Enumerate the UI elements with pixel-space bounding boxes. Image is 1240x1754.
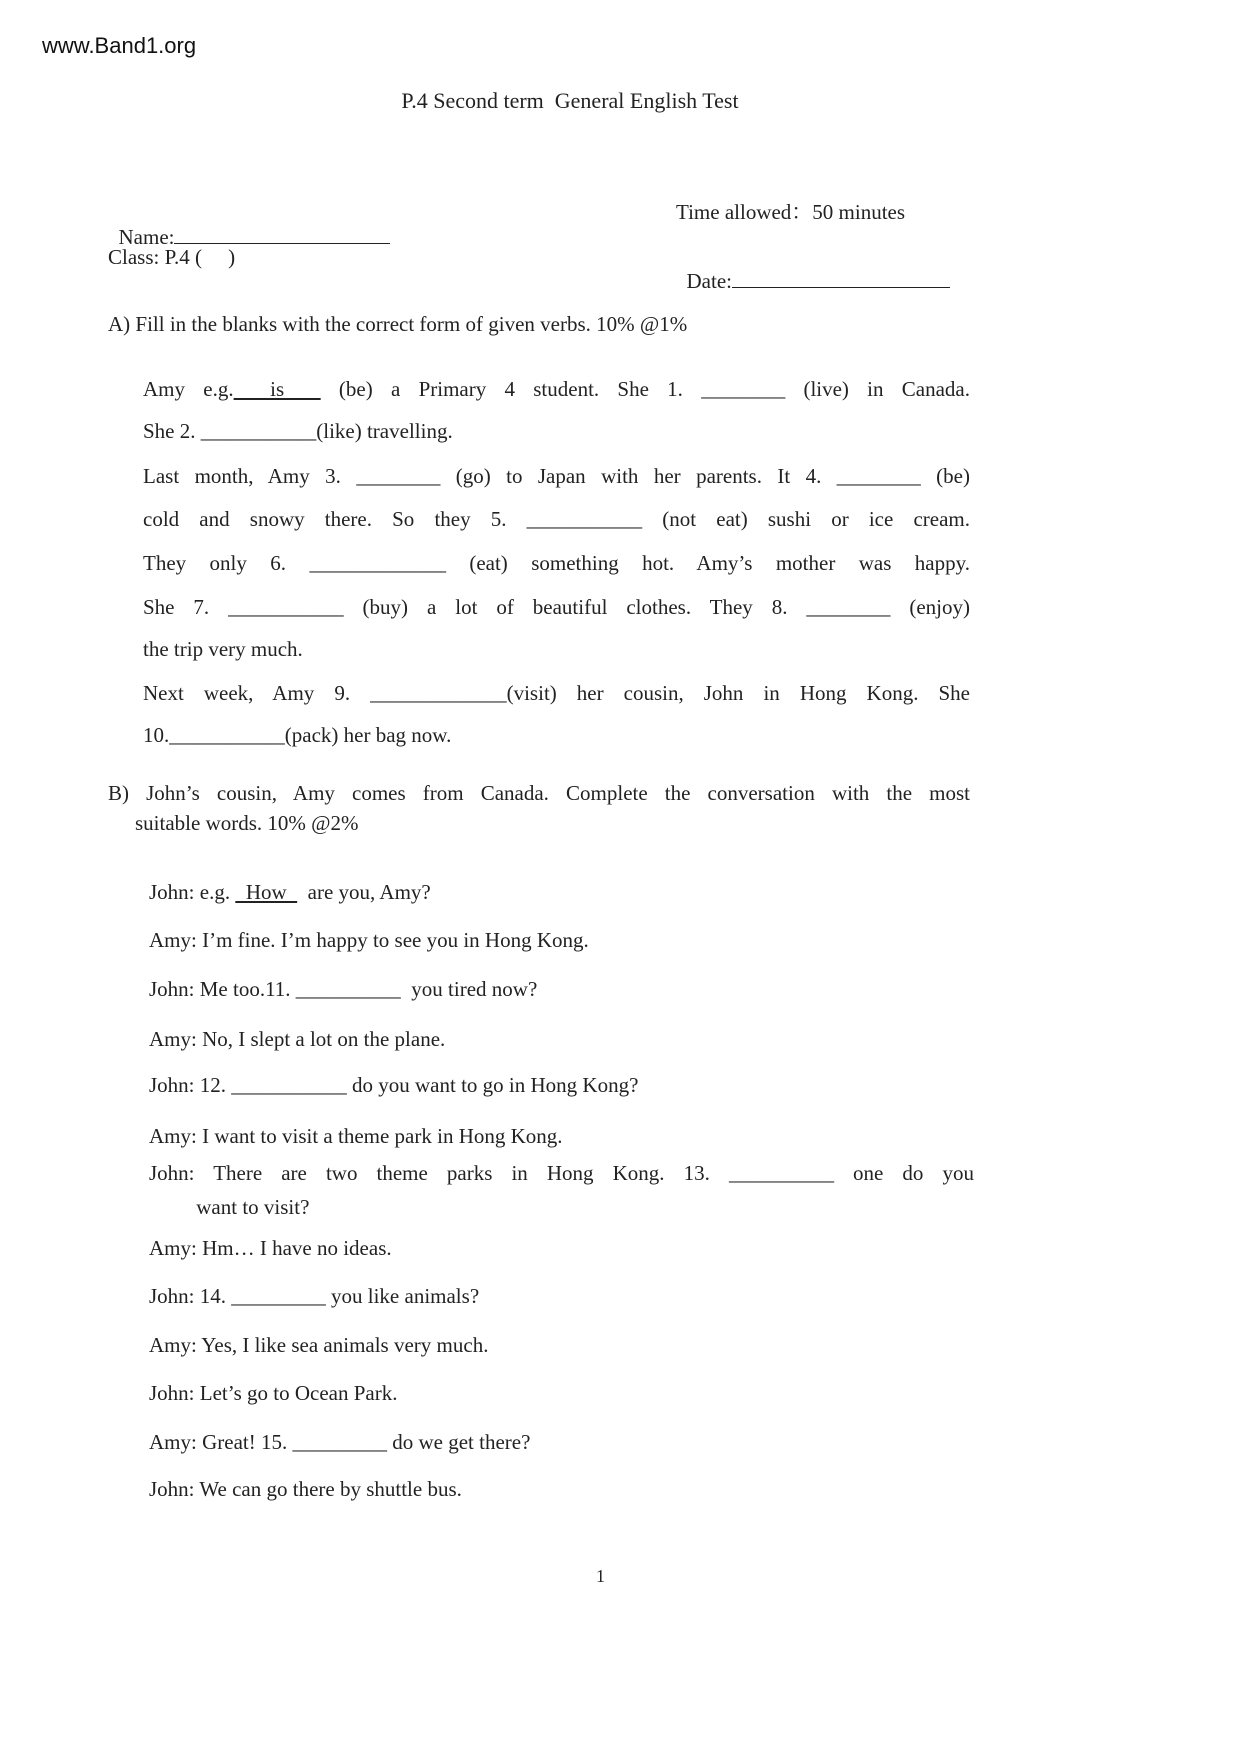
line-text: Amy: Great! 15. _________ do we get there? xyxy=(149,1430,531,1454)
dialogue-line xyxy=(149,1194,309,1220)
page-title: P.4 Second term General English Test xyxy=(401,88,739,113)
dialogue-line xyxy=(149,1026,445,1052)
name-field xyxy=(108,196,390,250)
section-b-heading: B) John’s cousin, Amy comes from Canada. Complete the conversation with the most xyxy=(108,781,970,805)
line-text: John: Me too.11. __________ you tired now? xyxy=(149,977,538,1001)
date-blank xyxy=(732,265,950,288)
line-text: Amy: I’m fine. I’m happy to see you in Hong Kong. xyxy=(149,928,589,952)
dialogue-line xyxy=(149,1235,392,1261)
passage-line xyxy=(143,418,453,444)
time-allowed: Time allowed：50 minutes xyxy=(676,200,906,224)
line-text: the trip very much. xyxy=(143,637,303,661)
dialogue-line xyxy=(149,879,431,905)
dialogue-line xyxy=(149,1072,638,1098)
line-text: John: Let’s go to Ocean Park. xyxy=(149,1381,398,1405)
passage-line xyxy=(143,376,970,402)
dialogue-line xyxy=(149,1283,479,1309)
line-text: Amy: Yes, I like sea animals very much. xyxy=(149,1333,489,1357)
line-text: They only 6. _____________ (eat) something hot. Amy’s mother was happy. xyxy=(143,551,970,575)
dialogue-line xyxy=(149,1160,974,1186)
example-answer: How xyxy=(235,880,298,904)
dialogue-line xyxy=(149,1476,462,1502)
line-text: She 2. ___________(like) travelling. xyxy=(143,419,453,443)
line-text: She 7. ___________ (buy) a lot of beautiful clothes. They 8. ________ (enjoy) xyxy=(143,595,970,619)
passage-line xyxy=(143,636,303,662)
name-blank xyxy=(174,221,390,244)
line-text: John: There are two theme parks in Hong Kong. 13. __________ one do you xyxy=(149,1161,974,1185)
dialogue-line xyxy=(149,976,537,1002)
page-number: 1 xyxy=(596,1566,605,1586)
line-text: John: 14. _________ you like animals? xyxy=(149,1284,480,1308)
line-text: (be) a Primary 4 student. She 1. ________ (live) in Canada. xyxy=(320,377,970,401)
passage-line xyxy=(143,680,970,706)
dialogue-line xyxy=(149,1332,488,1358)
example-answer: is xyxy=(233,377,321,401)
line-text: John: We can go there by shuttle bus. xyxy=(149,1477,462,1501)
class-field: Class: P.4 ( ) xyxy=(108,245,236,269)
passage-line xyxy=(143,550,970,576)
name-label: Name: xyxy=(118,225,175,249)
dialogue-line xyxy=(149,1429,530,1455)
line-text: Last month, Amy 3. ________ (go) to Japan with her parents. It 4. ________ (be) xyxy=(143,464,970,488)
watermark: www.Band1.org xyxy=(42,33,197,58)
line-text: John: 12. ___________ do you want to go in Hong Kong? xyxy=(149,1073,639,1097)
line-text: 10.___________(pack) her bag now. xyxy=(143,723,452,747)
passage-line xyxy=(143,463,970,489)
dialogue-line xyxy=(149,927,589,953)
dialogue-line xyxy=(149,1380,397,1406)
line-text: Amy: Hm… I have no ideas. xyxy=(149,1236,392,1260)
line-text: cold and snowy there. So they 5. ___________ (not eat) sushi or ice cream. xyxy=(143,507,970,531)
line-text: Amy: I want to visit a theme park in Hong Kong. xyxy=(149,1124,563,1148)
date-label: Date: xyxy=(686,269,732,293)
passage-line xyxy=(143,722,451,748)
dialogue-line xyxy=(149,1123,563,1149)
line-text: want to visit? xyxy=(149,1195,310,1219)
line-text: John: e.g. xyxy=(149,880,236,904)
passage-line xyxy=(143,594,970,620)
section-b-heading-cont: suitable words. 10% @2% xyxy=(135,811,359,835)
section-a-heading: A) Fill in the blanks with the correct form of given verbs. 10% @1% xyxy=(108,312,688,336)
line-text: Next week, Amy 9. _____________(visit) her cousin, John in Hong Kong. She xyxy=(143,681,970,705)
passage-line xyxy=(143,506,970,532)
line-text: Amy: No, I slept a lot on the plane. xyxy=(149,1027,446,1051)
line-text: are you, Amy? xyxy=(297,880,431,904)
line-text: Amy e.g. xyxy=(143,377,234,401)
date-field xyxy=(676,240,950,294)
